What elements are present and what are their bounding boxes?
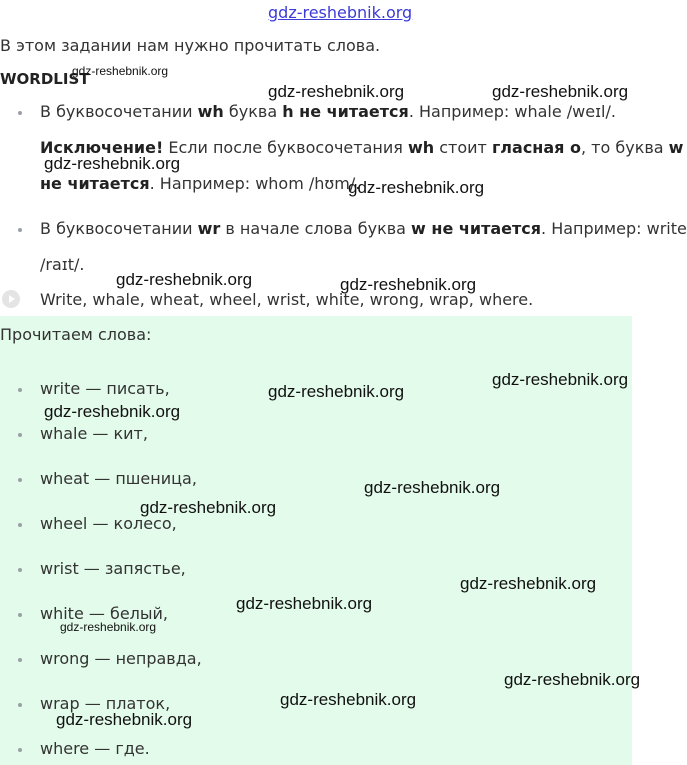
watermark: gdz-reshebnik.org — [268, 82, 405, 101]
bullet-icon — [18, 703, 22, 707]
audio-words: Write, whale, wheat, wheel, wrist, white, wrong, wrap, where. — [40, 290, 534, 309]
rule-text: буква — [223, 102, 283, 121]
rule-text: В буквосочетании — [40, 219, 198, 238]
rule-text: . Например: write — [541, 219, 687, 238]
watermark: gdz-reshebnik.org — [364, 478, 501, 497]
list-item: wrap — платок, — [40, 694, 171, 713]
watermark: gdz-reshebnik.org — [116, 270, 253, 289]
exception-bold: w — [668, 138, 684, 157]
rule-bold: w не читается — [411, 219, 542, 238]
rule-wr — [40, 219, 687, 238]
exception-bold: Исключение! — [40, 138, 164, 157]
exception-text: Если после буквосочетания — [163, 138, 408, 157]
watermark: gdz-reshebnik.org — [44, 402, 181, 421]
exception-bold: wh — [407, 138, 435, 157]
intro-text: В этом задании нам нужно прочитать слова. — [0, 36, 381, 55]
rule-text: В буквосочетании — [40, 102, 198, 121]
list-item: where — где. — [40, 739, 150, 758]
list-item: whale — кит, — [40, 424, 148, 443]
bullet-icon — [18, 568, 22, 572]
watermark: gdz-reshebnik.org — [492, 82, 629, 101]
bullet-icon — [18, 478, 22, 482]
bullet-icon — [18, 523, 22, 527]
exception-text: стоит — [434, 138, 492, 157]
bullet-icon — [18, 658, 22, 662]
wordlist-title: WORDLIST — [0, 70, 90, 88]
rule-bold: h не читается — [282, 102, 409, 121]
list-item: wrong — неправда, — [40, 649, 202, 668]
watermark: gdz-reshebnik.org — [56, 710, 193, 729]
watermark: gdz-reshebnik.org — [140, 498, 277, 517]
exception-text: . Например: whom /hʊm/. — [149, 174, 361, 193]
bullet-icon — [18, 388, 22, 392]
watermark: gdz-reshebnik.org — [340, 275, 477, 294]
rule-bold: wh — [197, 102, 224, 121]
bullet-icon — [18, 433, 22, 437]
list-item: white — белый, — [40, 604, 169, 623]
exception-bold: не читается — [40, 174, 150, 193]
watermark: gdz-reshebnik.org — [460, 574, 597, 593]
play-icon[interactable] — [2, 290, 20, 308]
site-header-link[interactable]: gdz-reshebnik.org — [268, 3, 413, 22]
list-item: wrist — запястье, — [40, 559, 186, 578]
watermark: gdz-reshebnik.org — [492, 370, 629, 389]
watermark: gdz-reshebnik.org — [236, 594, 373, 613]
watermark: gdz-reshebnik.org — [44, 154, 181, 173]
exception-text: , то буква — [580, 138, 669, 157]
rule-text: . Например: whale /weɪl/. — [408, 102, 616, 121]
rule-wh — [40, 102, 616, 121]
exception-bold: гласная o — [491, 138, 581, 157]
rule-text: в начале слова буква — [220, 219, 412, 238]
watermark: gdz-reshebnik.org — [348, 178, 485, 197]
exception-line2 — [40, 174, 360, 193]
bullet-icon — [18, 228, 22, 232]
list-item: write — писать, — [40, 379, 170, 398]
bullet-icon — [18, 613, 22, 617]
bullet-icon — [18, 111, 22, 115]
read-title: Прочитаем слова: — [0, 325, 152, 344]
rule-bold: wr — [197, 219, 221, 238]
rule-wr-line2: /raɪt/. — [40, 255, 85, 274]
watermark: gdz-reshebnik.org — [268, 382, 405, 401]
list-item: wheel — колесо, — [40, 514, 177, 533]
watermark: gdz-reshebnik.org — [72, 64, 169, 78]
list-item: wheat — пшеница, — [40, 469, 197, 488]
watermark: gdz-reshebnik.org — [504, 670, 641, 689]
watermark: gdz-reshebnik.org — [280, 690, 417, 709]
watermark: gdz-reshebnik.org — [60, 620, 157, 634]
bullet-icon — [18, 748, 22, 752]
